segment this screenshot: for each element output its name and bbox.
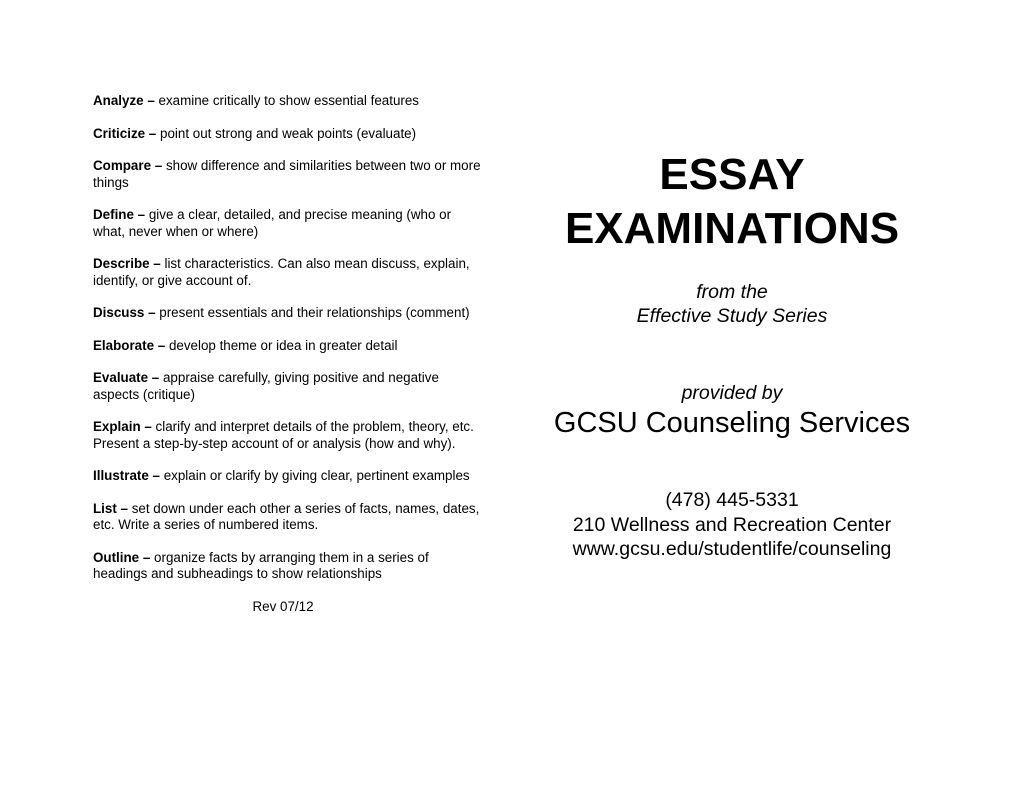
term-entry-illustrate [93, 468, 485, 485]
term-definition: develop theme or idea in greater detail [168, 337, 398, 353]
term-entry-outline [93, 550, 485, 583]
phone-number: (478) 445-5331 [665, 489, 799, 511]
term-name: Illustrate – [93, 468, 160, 483]
term-entry-discuss [93, 305, 485, 322]
term-name: Define – [93, 207, 146, 222]
revision-note: Rev 07/12 [252, 598, 314, 614]
term-name: Explain – [93, 419, 152, 434]
term-definition: clarify and interpret details of the problem, theory, etc. Present a step-by-step account of or analysis (how and why). [93, 419, 474, 451]
title-line-1: ESSAY [659, 150, 805, 199]
series-name: Effective Study Series [636, 305, 828, 327]
term-definition: organize facts by arranging them in a series of headings and subheadings to show relationships [93, 549, 429, 581]
term-definition: set down under each other a series of facts, names, dates, etc. Write a series of numbered items. [93, 500, 480, 532]
term-name: Describe – [93, 256, 161, 271]
from-line: from the [696, 281, 768, 303]
terms-list [93, 93, 485, 615]
term-name: Criticize – [93, 125, 157, 141]
term-entry-compare [93, 158, 485, 191]
term-name: Compare – [93, 158, 163, 173]
term-definition: show difference and similarities between two or more things [93, 158, 481, 190]
term-definition: list characteristics. Can also mean discuss, explain, identify, or give account of. [93, 256, 470, 288]
provided-block [536, 380, 928, 440]
term-entry-describe [93, 256, 485, 289]
cover-panel [536, 148, 928, 562]
term-entry-explain [93, 419, 485, 452]
term-definition: explain or clarify by giving clear, pertinent examples [163, 468, 470, 483]
term-entry-analyze [93, 93, 485, 110]
organization-name: GCSU Counseling Services [553, 407, 911, 439]
term-entry-evaluate [93, 370, 485, 403]
term-entry-list [93, 501, 485, 534]
term-definition: give a clear, detailed, and precise meaning (who or what, never when or where) [93, 207, 452, 239]
series-block [536, 280, 928, 328]
term-name: Elaborate – [93, 337, 166, 353]
term-name: Outline – [93, 549, 151, 565]
term-name: List – [93, 500, 128, 516]
address: 210 Wellness and Recreation Center [572, 513, 892, 536]
term-name: Evaluate – [93, 370, 160, 385]
term-name: Discuss – [93, 305, 156, 320]
contact-block [536, 488, 928, 562]
term-entry-elaborate [93, 338, 485, 355]
term-definition: appraise carefully, giving positive and negative aspects (critique) [93, 370, 439, 402]
term-entry-criticize [93, 126, 485, 143]
term-definition: present essentials and their relationships (comment) [159, 305, 470, 320]
website: www.gcsu.edu/studentlife/counseling [572, 538, 892, 560]
term-definition: examine critically to show essential features [158, 93, 420, 108]
provided-by-label: provided by [681, 382, 783, 404]
term-entry-define [93, 207, 485, 240]
title-line-2: EXAMINATIONS [564, 204, 900, 253]
term-name: Analyze – [93, 93, 155, 108]
term-definition: point out strong and weak points (evaluate) [160, 125, 417, 141]
